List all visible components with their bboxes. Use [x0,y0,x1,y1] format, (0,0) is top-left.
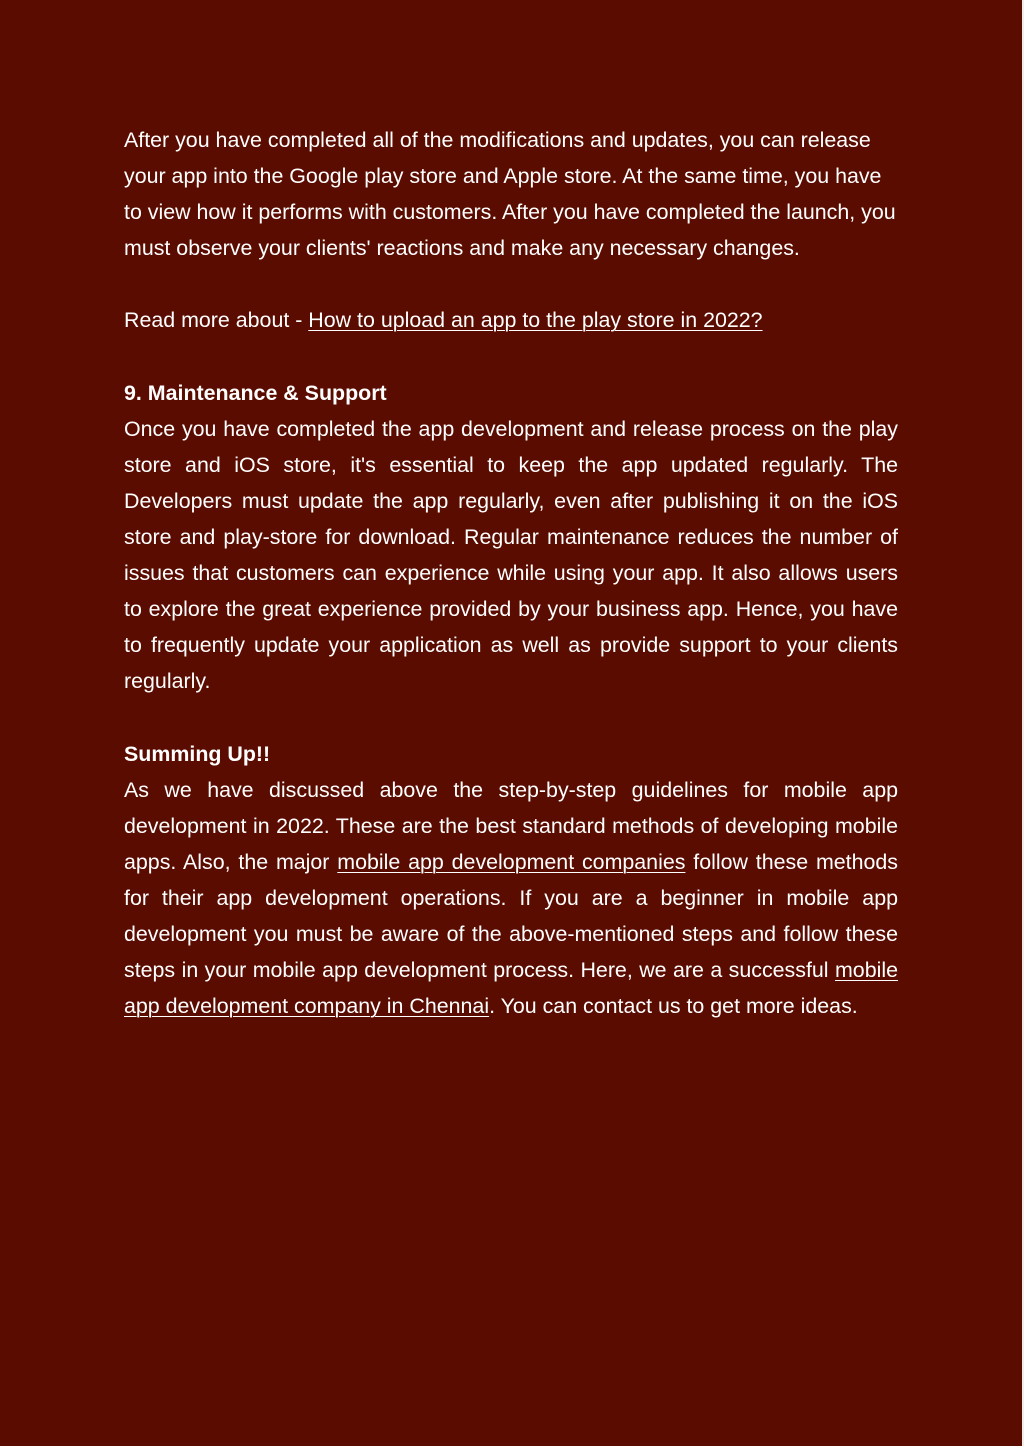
spacer [124,700,898,736]
read-more-line [124,302,898,338]
document-page [124,122,898,1024]
maintenance-paragraph: Once you have completed the app development and release process on the play store and iOS store, it's essential to keep the app updated regularly. The Developers must update the app regularly, even after publishing it on the iOS store and play-store for download. Regular maintenance reduces the number of issues that customers can experience while using your app. It also allows users to explore the great experience provided by your business app. Hence, you have to frequently update your application as well as provide support to your clients regularly. [124,416,898,694]
maintenance-heading: 9. Maintenance & Support [124,380,387,405]
play-store-upload-link[interactable]: How to upload an app to the play store in 2022? [308,308,763,333]
summary-heading: Summing Up!! [124,741,271,766]
intro-paragraph: After you have completed all of the modifications and updates, you can release your app into the Google play store and Apple store. At the same time, you have to view how it performs with customers. After you have completed the launch, you must observe your clients' reactions and make any necessary changes. [124,128,896,261]
app-development-companies-link[interactable]: mobile app development companies [337,849,686,874]
spacer [124,266,898,302]
chennai-company-link[interactable]: mobile app development company in Chennai [124,958,898,1019]
read-more-prefix: Read more about - [124,308,309,333]
summary-text-part-1: As we have discussed above the step-by-step guidelines for mobile app development in 2022. These are the best standard methods of developing mobile apps. Also, the major [124,777,898,874]
summary-text-part-3: . You can contact us to get more ideas. [489,994,858,1019]
spacer [124,339,898,375]
summary-text-part-2: follow these methods for their app development operations. If you are a beginner in mobile app development you must be aware of the above-mentioned steps and follow these steps in your mobile app development process. Here, we are a successful [124,849,898,983]
summary-paragraph [124,772,898,1025]
